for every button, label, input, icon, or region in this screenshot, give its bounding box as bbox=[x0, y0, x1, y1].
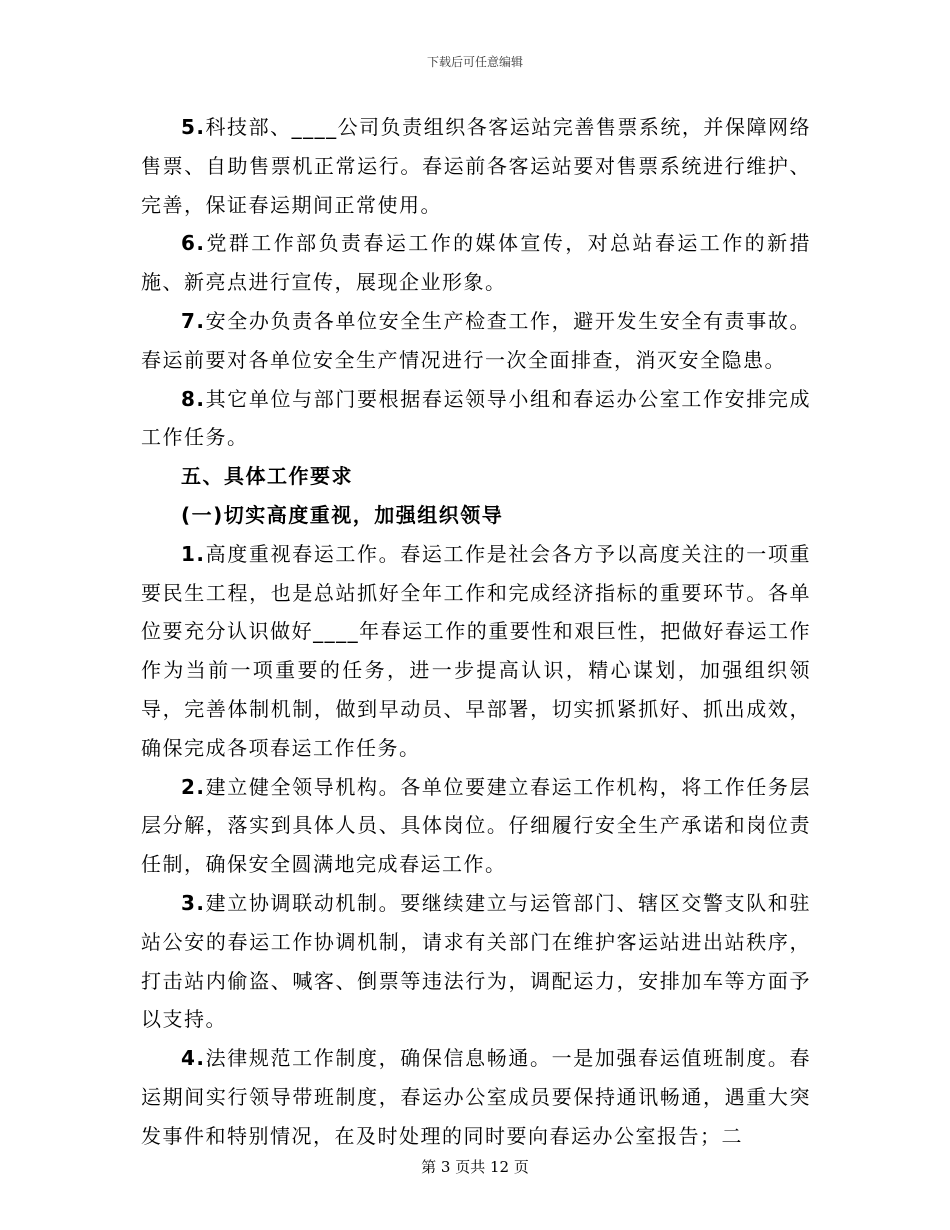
item-text: 高度重视春运工作。春运工作是社会各方予以高度关注的一项重要民生工程，也是总站抓好全年工作和完成经济指标的重要环节。各单位要充分认识做好____年春运工作的重要性和艰巨性，把做好春运工作作为当前一项重要的任务，进一步提高认识，精心谋划，加强组织领导，完善体制机制，做到早动员、早部署，切实抓紧抓好、抓出成效，确保完成各项春运工作任务。 bbox=[141, 541, 811, 760]
paragraph-number: 6. bbox=[181, 231, 206, 256]
item-number: 4. bbox=[181, 1046, 206, 1071]
item-1 bbox=[141, 535, 811, 768]
paragraph-number: 8. bbox=[181, 386, 206, 411]
section-heading: 五、具体工作要求 bbox=[181, 464, 353, 489]
item-3 bbox=[141, 884, 811, 1039]
page-footer: 第 3 页共 12 页 bbox=[421, 1158, 529, 1176]
paragraph-text: 其它单位与部门要根据春运领导小组和春运办公室工作安排完成工作任务。 bbox=[141, 386, 811, 450]
paragraph-8 bbox=[141, 380, 811, 458]
page-header: 下载后可任意编辑 bbox=[426, 55, 523, 69]
item-4 bbox=[141, 1039, 811, 1155]
paragraph-text: 党群工作部负责春运工作的媒体宣传，对总站春运工作的新措施、新亮点进行宣传，展现企业形象。 bbox=[141, 231, 811, 295]
paragraph-6 bbox=[141, 224, 811, 302]
paragraph-7 bbox=[141, 302, 811, 380]
item-number: 1. bbox=[181, 541, 206, 566]
paragraph-5 bbox=[141, 108, 811, 224]
item-text: 建立协调联动机制。要继续建立与运管部门、辖区交警支队和驻站公安的春运工作协调机制，请求有关部门在维护客运站进出站秩序，打击站内偷盗、喊客、倒票等违法行为，调配运力，安排加车等方面予以支持。 bbox=[141, 890, 811, 1032]
item-text: 法律规范工作制度，确保信息畅通。一是加强春运值班制度。春运期间实行领导带班制度，春运办公室成员要保持通讯畅通，遇重大突发事件和特别情况，在及时处理的同时要向春运办公室报告；二 bbox=[141, 1046, 811, 1148]
sub-heading: (一)切实高度重视，加强组织领导 bbox=[181, 502, 504, 527]
paragraph-number: 7. bbox=[181, 308, 206, 333]
item-number: 3. bbox=[181, 890, 206, 915]
item-2 bbox=[141, 768, 811, 884]
item-number: 2. bbox=[181, 774, 206, 799]
paragraph-text: 科技部、____公司负责组织各客运站完善售票系统，并保障网络售票、自助售票机正常运行。春运前各客运站要对售票系统进行维护、完善，保证春运期间正常使用。 bbox=[141, 115, 811, 217]
paragraph-number: 5. bbox=[181, 115, 206, 139]
paragraph-text: 安全办负责各单位安全生产检查工作，避开发生安全有责事故。春运前要对各单位安全生产情况进行一次全面排查，消灭安全隐患。 bbox=[141, 308, 811, 372]
document-body bbox=[141, 108, 811, 1156]
item-text: 建立健全领导机构。各单位要建立春运工作机构，将工作任务层层分解，落实到具体人员、具体岗位。仔细履行安全生产承诺和岗位责任制，确保安全圆满地完成春运工作。 bbox=[141, 774, 811, 877]
